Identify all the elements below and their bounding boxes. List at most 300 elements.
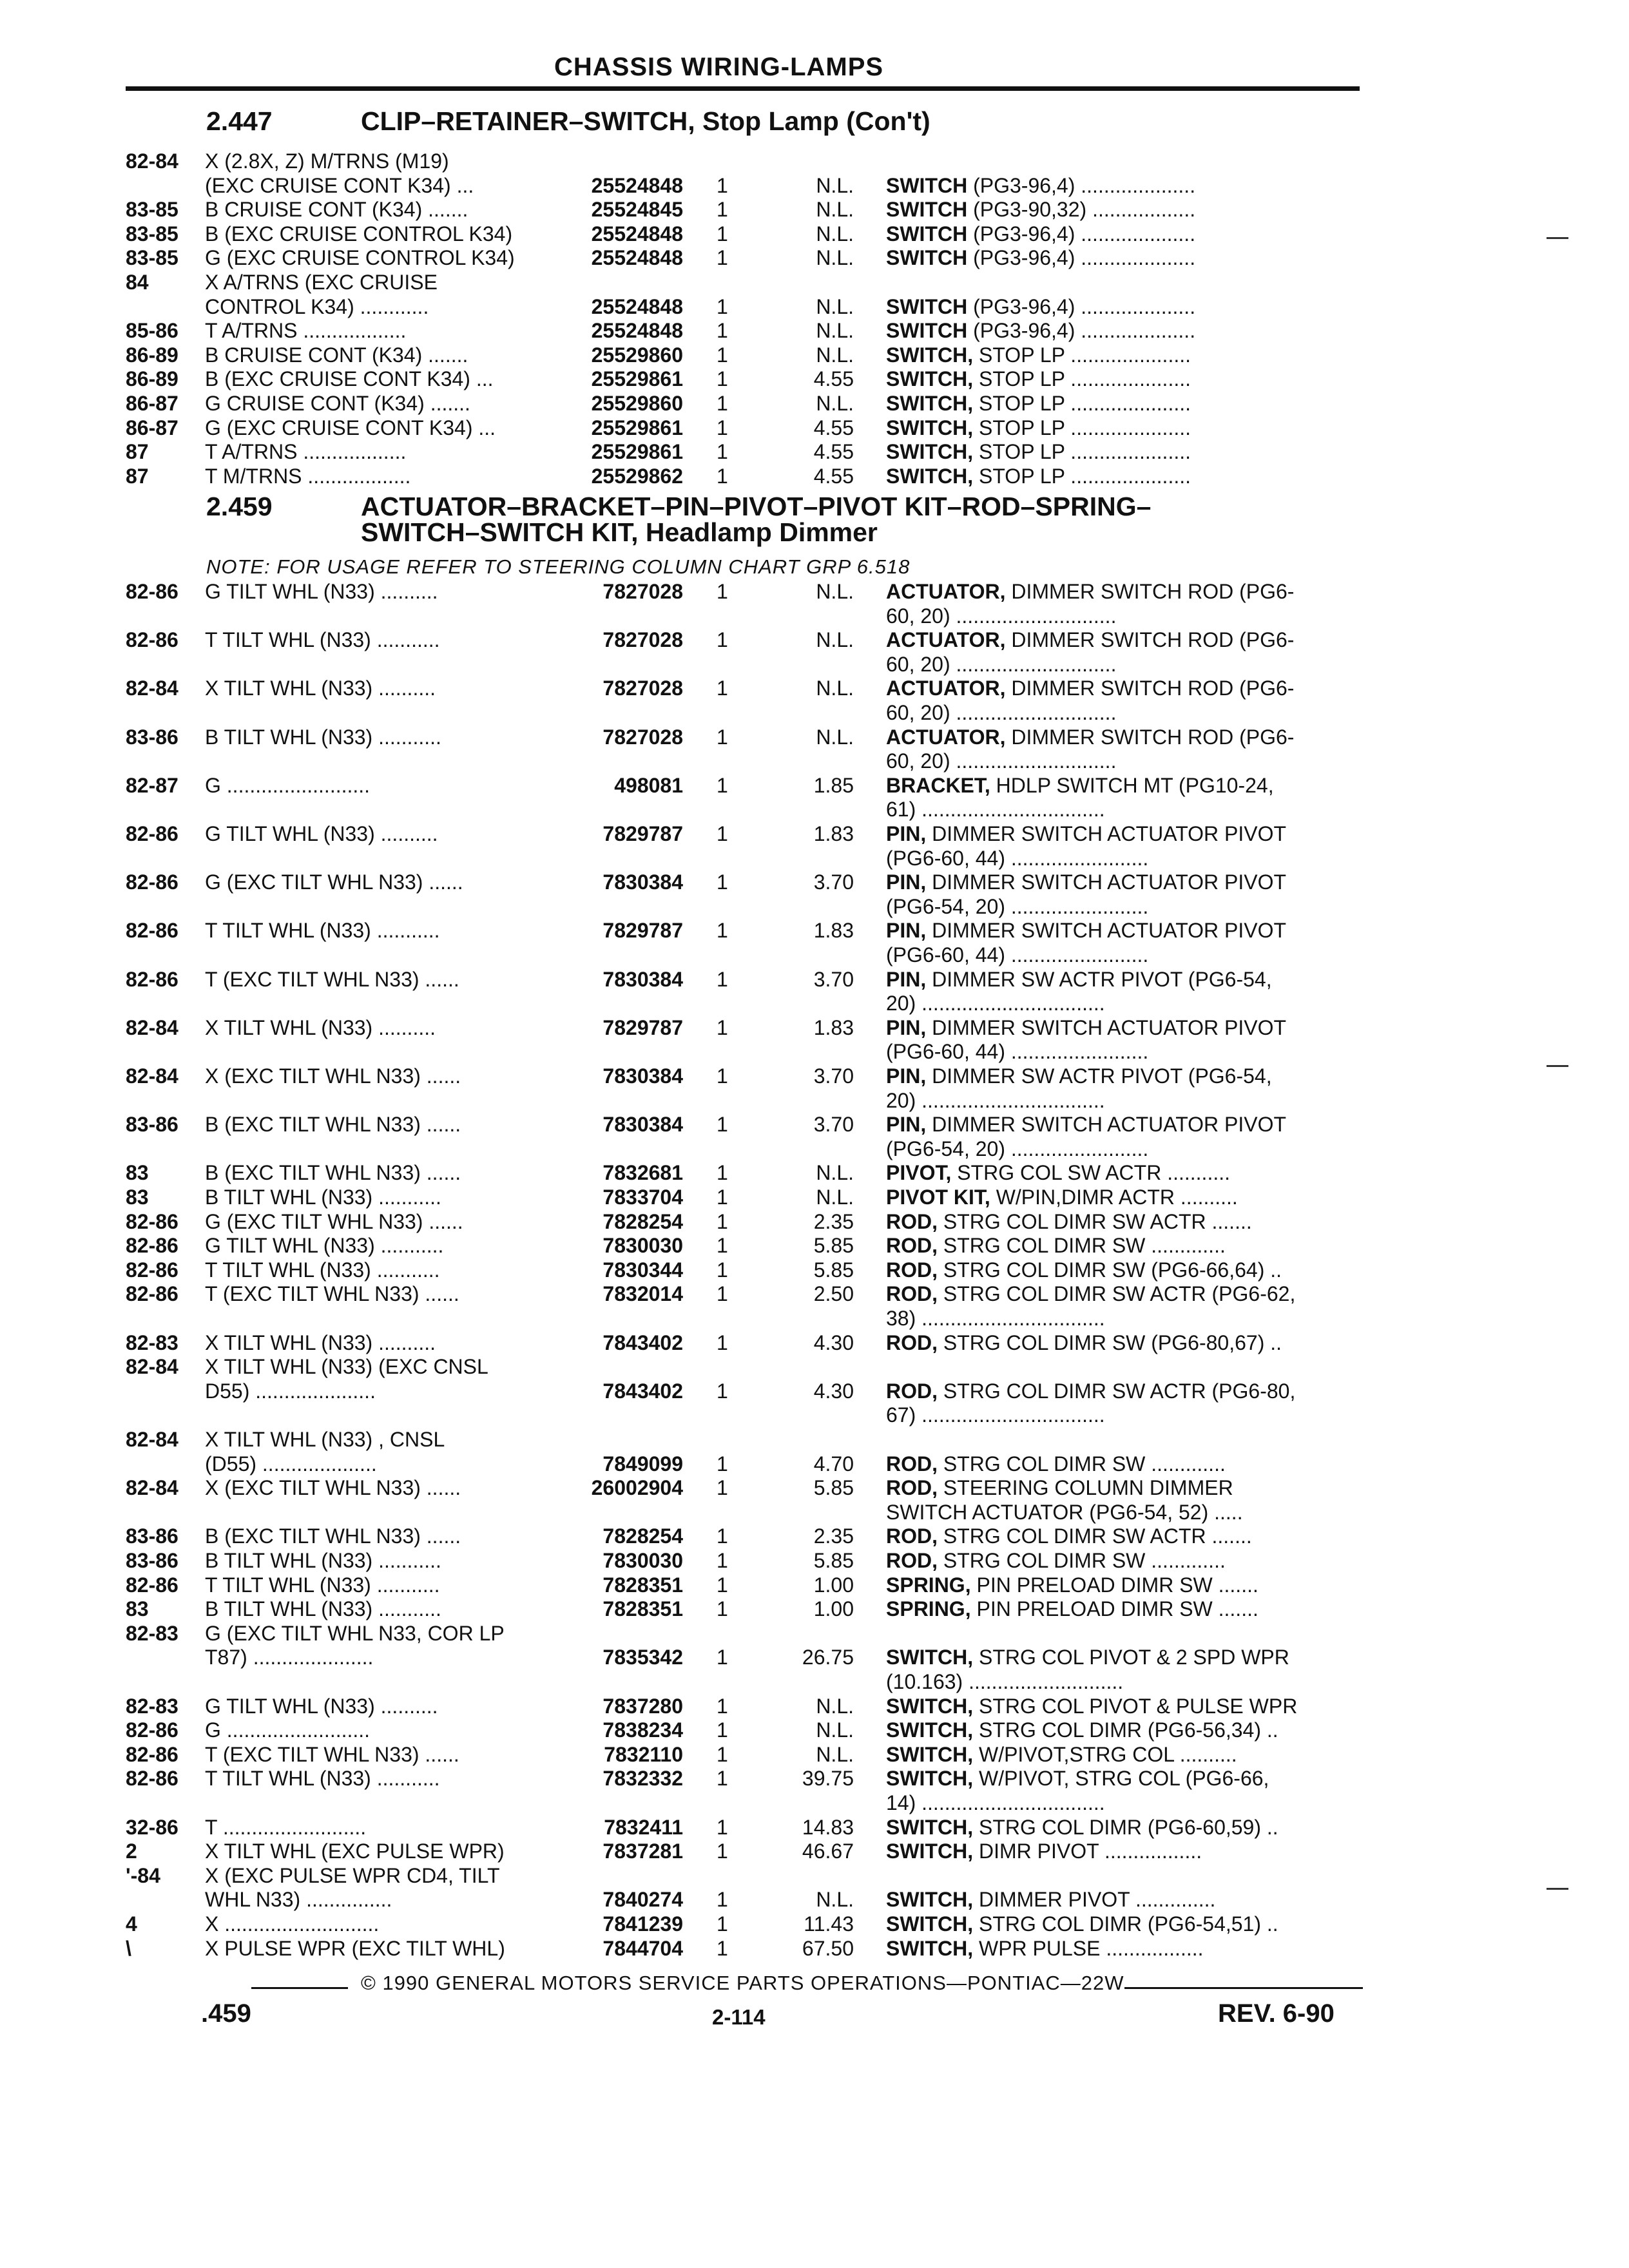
year-cell: 82-86: [126, 1282, 178, 1306]
part-name-keyword: ROD,: [886, 1476, 938, 1500]
price-cell: 4.30: [813, 1331, 854, 1354]
quantity-cell: 1: [717, 343, 728, 367]
part-name-detail: STOP LP .....................: [973, 392, 1191, 415]
year-cell: 82-86: [126, 1258, 178, 1282]
part-name-cell: [886, 1161, 1230, 1185]
quantity-cell: 1: [717, 440, 728, 464]
part-name-cell: [886, 465, 1191, 488]
part-name-cell: [886, 246, 1195, 270]
price-cell: 4.30: [813, 1379, 854, 1403]
part-name-keyword: ACTUATOR,: [886, 580, 1006, 603]
part-number-cell: 7830030: [602, 1234, 683, 1258]
part-name-detail: (PG3-96,4) ....................: [967, 173, 1196, 197]
part-name-cell: [886, 1089, 1105, 1113]
part-number-cell: 25524848: [591, 222, 683, 245]
description-cell: T TILT WHL (N33) ...........: [205, 628, 440, 652]
part-name-detail: PIN PRELOAD DIMR SW .......: [970, 1597, 1258, 1621]
part-name-detail: STOP LP .....................: [973, 367, 1191, 391]
part-number-cell: 7830384: [602, 967, 683, 991]
part-name-keyword: PIN,: [886, 1015, 927, 1039]
part-number-cell: 7830384: [602, 1113, 683, 1137]
part-name-detail: (PG3-96,4) ....................: [967, 222, 1196, 245]
part-name-detail: 60, 20) ............................: [886, 652, 1117, 676]
quantity-cell: 1: [717, 967, 728, 991]
description-cell: (D55) ....................: [205, 1452, 377, 1475]
quantity-cell: 1: [717, 173, 728, 197]
header-rule: [126, 86, 1360, 91]
part-number-cell: 7830384: [602, 870, 683, 894]
part-name-detail: HDLP SWITCH MT (PG10-24,: [990, 773, 1274, 797]
year-cell: 82-83: [126, 1621, 178, 1645]
description-cell: X ...........................: [205, 1912, 380, 1936]
quantity-cell: 1: [717, 677, 728, 700]
part-name-cell: [886, 870, 1286, 894]
quantity-cell: 1: [717, 198, 728, 222]
quantity-cell: 1: [717, 222, 728, 245]
section-number: 2.447: [206, 106, 273, 136]
part-name-detail: DIMMER PIVOT ..............: [973, 1888, 1216, 1912]
part-name-detail: STOP LP .....................: [973, 343, 1191, 367]
year-cell: 82-86: [126, 822, 178, 845]
description-cell: X (EXC TILT WHL N33) ......: [205, 1064, 461, 1088]
year-cell: 83: [126, 1161, 149, 1185]
section-title-continued: SWITCH–SWITCH KIT, Headlamp Dimmer: [361, 517, 878, 547]
part-name-detail: DIMMER SWITCH ACTUATOR PIVOT: [926, 822, 1287, 845]
part-name-cell: [886, 1379, 1295, 1403]
part-name-keyword: PIN,: [886, 1064, 927, 1088]
description-cell: B TILT WHL (N33) ...........: [205, 1549, 441, 1572]
description-cell: X (2.8X, Z) M/TRNS (M19): [205, 149, 449, 173]
part-name-detail: STRG COL DIMR SW ACTR .......: [938, 1524, 1252, 1548]
price-cell: N.L.: [816, 246, 854, 270]
quantity-cell: 1: [717, 628, 728, 652]
quantity-cell: 1: [717, 870, 728, 894]
quantity-cell: 1: [717, 1379, 728, 1403]
part-number-cell: 7827028: [602, 628, 683, 652]
part-name-cell: [886, 1040, 1148, 1064]
description-cell: G TILT WHL (N33) ..........: [205, 580, 438, 603]
part-name-cell: [886, 701, 1116, 725]
price-cell: 26.75: [802, 1646, 854, 1669]
price-cell: 4.55: [813, 464, 854, 488]
part-name-detail: 20) ................................: [886, 1088, 1105, 1112]
quantity-cell: 1: [717, 1936, 728, 1960]
part-number-cell: 7828254: [602, 1209, 683, 1233]
part-number-cell: 25529861: [591, 416, 683, 439]
part-name-cell: [886, 1234, 1226, 1258]
quantity-cell: 1: [717, 1646, 728, 1669]
part-name-cell: [886, 1767, 1269, 1791]
part-name-keyword: SWITCH,: [886, 416, 974, 439]
part-name-detail: 61) ................................: [886, 798, 1105, 822]
part-name-cell: [886, 1743, 1237, 1767]
part-name-keyword: PIVOT,: [886, 1161, 952, 1185]
part-name-keyword: ROD,: [886, 1379, 938, 1403]
quantity-cell: 1: [717, 1113, 728, 1137]
description-cell: T A/TRNS ..................: [205, 319, 407, 343]
footer-rule-left: [251, 1987, 348, 1989]
description-cell: B CRUISE CONT (K34) .......: [205, 343, 468, 367]
part-name-detail: (PG6-60, 44) ........................: [886, 943, 1149, 966]
part-name-keyword: SWITCH,: [886, 464, 974, 488]
part-name-cell: [886, 1331, 1282, 1355]
part-name-cell: [886, 1840, 1202, 1863]
part-name-detail: STRG COL DIMR SW ACTR .......: [938, 1209, 1252, 1233]
part-name-keyword: SWITCH,: [886, 1912, 974, 1936]
description-cell: X TILT WHL (EXC PULSE WPR): [205, 1840, 505, 1863]
part-name-cell: [886, 174, 1195, 198]
description-cell: (EXC CRUISE CONT K34) ...: [205, 173, 474, 197]
year-cell: 82-86: [126, 919, 178, 943]
part-name-detail: (PG3-96,4) ....................: [967, 319, 1196, 343]
part-name-cell: [886, 1016, 1286, 1040]
part-name-detail: (PG6-54, 20) ........................: [886, 894, 1149, 918]
description-cell: T (EXC TILT WHL N33) ......: [205, 967, 459, 991]
price-cell: N.L.: [816, 392, 854, 415]
price-cell: 5.85: [813, 1234, 854, 1258]
part-name-keyword: PIN,: [886, 967, 927, 991]
part-name-cell: [886, 367, 1191, 391]
part-number-cell: 7835342: [602, 1646, 683, 1669]
part-number-cell: 7827028: [602, 725, 683, 749]
part-number-cell: 7827028: [602, 677, 683, 700]
quantity-cell: 1: [717, 1815, 728, 1839]
quantity-cell: 1: [717, 1840, 728, 1863]
part-name-cell: [886, 1573, 1258, 1597]
year-cell: 82-84: [126, 1355, 178, 1379]
quantity-cell: 1: [717, 367, 728, 391]
price-cell: 1.83: [813, 1015, 854, 1039]
price-cell: 5.85: [813, 1549, 854, 1572]
quantity-cell: 1: [717, 464, 728, 488]
quantity-cell: 1: [717, 1209, 728, 1233]
part-name-detail: (PG6-60, 44) ........................: [886, 1040, 1149, 1064]
price-cell: 4.70: [813, 1452, 854, 1475]
year-cell: 86-89: [126, 343, 178, 367]
description-cell: X A/TRNS (EXC CRUISE: [205, 271, 438, 294]
part-number-cell: 7837280: [602, 1694, 683, 1718]
section-number: 2.459: [206, 492, 273, 521]
part-name-keyword: SWITCH,: [886, 1815, 974, 1839]
price-cell: 39.75: [802, 1767, 854, 1791]
part-name-cell: [886, 580, 1294, 604]
year-cell: \: [126, 1936, 131, 1960]
year-cell: 83-86: [126, 1524, 178, 1548]
part-number-cell: 7828351: [602, 1597, 683, 1621]
price-cell: 2.35: [813, 1209, 854, 1233]
part-name-keyword: SWITCH: [886, 222, 968, 245]
year-cell: 86-87: [126, 392, 178, 415]
year-cell: 2: [126, 1840, 137, 1863]
part-name-detail: STRG COL DIMR SW .............: [938, 1549, 1226, 1572]
quantity-cell: 1: [717, 416, 728, 439]
description-cell: B (EXC CRUISE CONTROL K34): [205, 222, 513, 245]
quantity-cell: 1: [717, 1573, 728, 1597]
part-name-cell: [886, 677, 1294, 700]
price-cell: N.L.: [816, 1161, 854, 1185]
part-number-cell: 7832681: [602, 1161, 683, 1185]
price-cell: N.L.: [816, 1888, 854, 1912]
quantity-cell: 1: [717, 1161, 728, 1185]
part-name-keyword: SWITCH: [886, 173, 968, 197]
price-cell: 1.83: [813, 919, 854, 943]
part-number-cell: 25529861: [591, 367, 683, 391]
part-name-cell: [886, 1210, 1252, 1234]
part-name-detail: DIMMER SWITCH ACTUATOR PIVOT: [926, 1015, 1287, 1039]
year-cell: 82-87: [126, 773, 178, 797]
part-number-cell: 25524845: [591, 198, 683, 222]
part-name-detail: W/PIVOT,STRG COL ..........: [973, 1742, 1237, 1766]
description-cell: T M/TRNS ..................: [205, 464, 411, 488]
footer-rule-right: [1124, 1987, 1363, 1989]
year-cell: 82-86: [126, 1767, 178, 1791]
part-name-cell: [886, 222, 1195, 246]
description-cell: CONTROL K34) ............: [205, 294, 429, 318]
quantity-cell: 1: [717, 246, 728, 270]
part-name-cell: [886, 1403, 1105, 1427]
part-name-detail: STOP LP .....................: [973, 440, 1191, 464]
part-name-cell: [886, 295, 1195, 319]
description-cell: T TILT WHL (N33) ...........: [205, 919, 440, 943]
year-cell: 82-86: [126, 628, 178, 652]
part-name-keyword: ACTUATOR,: [886, 628, 1006, 652]
quantity-cell: 1: [717, 1912, 728, 1936]
description-cell: G (EXC CRUISE CONT K34) ...: [205, 416, 496, 439]
part-number-cell: 26002904: [591, 1476, 683, 1500]
description-cell: T A/TRNS ..................: [205, 440, 407, 464]
price-cell: 67.50: [802, 1936, 854, 1960]
part-name-keyword: SWITCH,: [886, 440, 974, 464]
part-name-detail: STRG COL DIMR SW ACTR (PG6-80,: [938, 1379, 1296, 1403]
part-number-cell: 25524848: [591, 294, 683, 318]
part-number-cell: 7830384: [602, 1064, 683, 1088]
part-number-cell: 25529860: [591, 343, 683, 367]
price-cell: 1.00: [813, 1573, 854, 1597]
description-cell: D55) .....................: [205, 1379, 376, 1403]
part-name-keyword: SWITCH,: [886, 392, 974, 415]
price-cell: 1.83: [813, 822, 854, 845]
footer-revision: REV. 6-90: [1218, 1999, 1335, 2028]
price-cell: N.L.: [816, 628, 854, 652]
price-cell: 3.70: [813, 1064, 854, 1088]
part-name-keyword: SWITCH: [886, 319, 968, 343]
price-cell: N.L.: [816, 1742, 854, 1766]
year-cell: 83-85: [126, 246, 178, 270]
price-cell: 14.83: [802, 1815, 854, 1839]
part-name-detail: STRG COL DIMR SW (PG6-66,64) ..: [938, 1258, 1282, 1282]
description-cell: X PULSE WPR (EXC TILT WHL): [205, 1936, 505, 1960]
year-cell: 82-86: [126, 967, 178, 991]
part-name-detail: DIMMER SW ACTR PIVOT (PG6-54,: [926, 1064, 1272, 1088]
part-number-cell: 7843402: [602, 1331, 683, 1354]
part-name-detail: (PG6-60, 44) ........................: [886, 846, 1149, 870]
part-name-detail: 67) ................................: [886, 1403, 1105, 1427]
year-cell: 82-84: [126, 149, 178, 173]
description-cell: B (EXC TILT WHL N33) ......: [205, 1161, 461, 1185]
quantity-cell: 1: [717, 580, 728, 603]
part-name-cell: [886, 1937, 1204, 1961]
part-name-detail: STRG COL DIMR (PG6-54,51) ..: [973, 1912, 1278, 1936]
part-name-cell: [886, 1258, 1282, 1282]
year-cell: 82-86: [126, 1718, 178, 1742]
quantity-cell: 1: [717, 1742, 728, 1766]
description-cell: T TILT WHL (N33) ...........: [205, 1573, 440, 1597]
price-cell: N.L.: [816, 1186, 854, 1209]
part-name-cell: [886, 416, 1191, 440]
part-name-detail: STEERING COLUMN DIMMER: [938, 1476, 1233, 1500]
part-number-cell: 7829787: [602, 822, 683, 845]
part-name-keyword: ROD,: [886, 1524, 938, 1548]
year-cell: 83-85: [126, 198, 178, 222]
year-cell: 87: [126, 464, 149, 488]
quantity-cell: 1: [717, 1597, 728, 1621]
part-name-cell: [886, 1912, 1278, 1936]
year-cell: 87: [126, 440, 149, 464]
part-number-cell: 7833704: [602, 1186, 683, 1209]
part-name-detail: DIMMER SWITCH ROD (PG6-: [1005, 580, 1295, 603]
part-name-keyword: ROD,: [886, 1331, 938, 1354]
part-name-detail: STOP LP .....................: [973, 416, 1191, 439]
part-number-cell: 25524848: [591, 246, 683, 270]
part-name-cell: [886, 1888, 1215, 1912]
part-name-cell: [886, 1718, 1278, 1742]
part-name-detail: WPR PULSE .................: [973, 1936, 1204, 1960]
year-cell: '-84: [126, 1863, 160, 1887]
part-name-keyword: SWITCH,: [886, 1840, 974, 1863]
part-number-cell: 25529862: [591, 464, 683, 488]
part-number-cell: 7849099: [602, 1452, 683, 1475]
part-name-cell: [886, 628, 1294, 652]
price-cell: 2.35: [813, 1524, 854, 1548]
part-number-cell: 7829787: [602, 1015, 683, 1039]
price-cell: 1.85: [813, 773, 854, 797]
price-cell: N.L.: [816, 1694, 854, 1718]
part-name-cell: [886, 968, 1272, 992]
part-name-detail: DIMMER SWITCH ACTUATOR PIVOT: [926, 919, 1287, 943]
part-name-cell: [886, 943, 1148, 967]
year-cell: 82-84: [126, 1015, 178, 1039]
part-name-cell: [886, 1501, 1243, 1524]
part-name-cell: [886, 1137, 1148, 1161]
part-name-detail: (10.163) ...........................: [886, 1670, 1124, 1693]
year-cell: 83-86: [126, 725, 178, 749]
quantity-cell: 1: [717, 1767, 728, 1791]
description-cell: B TILT WHL (N33) ...........: [205, 725, 441, 749]
year-cell: 82-84: [126, 1428, 178, 1451]
price-cell: 11.43: [804, 1912, 854, 1936]
description-cell: G .........................: [205, 1718, 371, 1742]
description-cell: G (EXC TILT WHL N33, COR LP: [205, 1621, 505, 1645]
description-cell: G (EXC TILT WHL N33) ......: [205, 1209, 463, 1233]
part-name-detail: 60, 20) ............................: [886, 701, 1117, 724]
description-cell: B (EXC CRUISE CONT K34) ...: [205, 367, 494, 391]
part-name-cell: [886, 1791, 1105, 1815]
part-name-keyword: SWITCH: [886, 294, 968, 318]
part-name-cell: [886, 1524, 1252, 1548]
quantity-cell: 1: [717, 919, 728, 943]
page-title: CHASSIS WIRING-LAMPS: [554, 53, 884, 81]
part-name-cell: [886, 1064, 1272, 1088]
part-name-detail: W/PIVOT, STRG COL (PG6-66,: [973, 1767, 1269, 1791]
year-cell: 82-86: [126, 580, 178, 603]
part-name-cell: [886, 1307, 1105, 1331]
part-number-cell: 7840274: [602, 1888, 683, 1912]
quantity-cell: 1: [717, 1452, 728, 1475]
description-cell: T TILT WHL (N33) ...........: [205, 1258, 440, 1282]
year-cell: 83: [126, 1186, 149, 1209]
part-name-cell: [886, 392, 1191, 416]
quantity-cell: 1: [717, 1718, 728, 1742]
part-name-keyword: SWITCH,: [886, 1646, 974, 1669]
price-cell: N.L.: [816, 725, 854, 749]
price-cell: 46.67: [802, 1840, 854, 1863]
quantity-cell: 1: [717, 1186, 728, 1209]
footer-copyright: © 1990 GENERAL MOTORS SERVICE PARTS OPERATIONS—PONTIAC—22W: [361, 1972, 1124, 1994]
part-number-cell: 25529861: [591, 440, 683, 464]
quantity-cell: 1: [717, 1258, 728, 1282]
part-number-cell: 7837281: [602, 1840, 683, 1863]
part-name-detail: (PG3-96,4) ....................: [967, 246, 1196, 270]
year-cell: 32-86: [126, 1815, 178, 1839]
quantity-cell: 1: [717, 822, 728, 845]
part-name-cell: [886, 992, 1105, 1015]
part-name-detail: 20) ................................: [886, 992, 1105, 1015]
part-name-keyword: SPRING,: [886, 1597, 971, 1621]
part-name-detail: DIMMER SWITCH ROD (PG6-: [1005, 628, 1295, 652]
quantity-cell: 1: [717, 1015, 728, 1039]
part-name-detail: STOP LP .....................: [973, 464, 1191, 488]
part-number-cell: 7844704: [602, 1936, 683, 1960]
price-cell: N.L.: [816, 294, 854, 318]
part-name-cell: [886, 198, 1195, 222]
quantity-cell: 1: [717, 1549, 728, 1572]
part-name-keyword: SWITCH,: [886, 1936, 974, 1960]
part-number-cell: 7828254: [602, 1524, 683, 1548]
quantity-cell: 1: [717, 1694, 728, 1718]
part-name-keyword: PIVOT KIT,: [886, 1186, 990, 1209]
year-cell: 82-86: [126, 1234, 178, 1258]
quantity-cell: 1: [717, 1331, 728, 1354]
part-name-keyword: ROD,: [886, 1549, 938, 1572]
part-name-detail: (PG6-54, 20) ........................: [886, 1137, 1149, 1160]
part-name-cell: [886, 1549, 1226, 1573]
description-cell: X (EXC PULSE WPR CD4, TILT: [205, 1863, 500, 1887]
part-name-cell: [886, 919, 1286, 943]
part-number-cell: 7832332: [602, 1767, 683, 1791]
year-cell: 82-84: [126, 1064, 178, 1088]
price-cell: 3.70: [813, 967, 854, 991]
part-name-keyword: ROD,: [886, 1209, 938, 1233]
part-name-detail: DIMMER SWITCH ROD (PG6-: [1005, 725, 1295, 749]
part-number-cell: 25524848: [591, 173, 683, 197]
part-number-cell: 7832014: [602, 1282, 683, 1306]
description-cell: T TILT WHL (N33) ...........: [205, 1767, 440, 1791]
part-name-detail: DIMMER SWITCH ACTUATOR PIVOT: [926, 1113, 1287, 1137]
year-cell: 83: [126, 1597, 149, 1621]
part-name-keyword: ACTUATOR,: [886, 725, 1006, 749]
part-name-cell: [886, 798, 1105, 822]
part-number-cell: 7828351: [602, 1573, 683, 1597]
description-cell: X TILT WHL (N33) (EXC CNSL: [205, 1355, 488, 1379]
year-cell: 84: [126, 271, 149, 294]
quantity-cell: 1: [717, 392, 728, 415]
part-name-cell: [886, 343, 1191, 367]
part-name-detail: DIMMER SW ACTR PIVOT (PG6-54,: [926, 967, 1272, 991]
part-name-cell: [886, 1476, 1233, 1500]
year-cell: 83-86: [126, 1549, 178, 1572]
part-name-detail: (PG3-90,32) ..................: [967, 198, 1196, 222]
part-number-cell: 7830344: [602, 1258, 683, 1282]
